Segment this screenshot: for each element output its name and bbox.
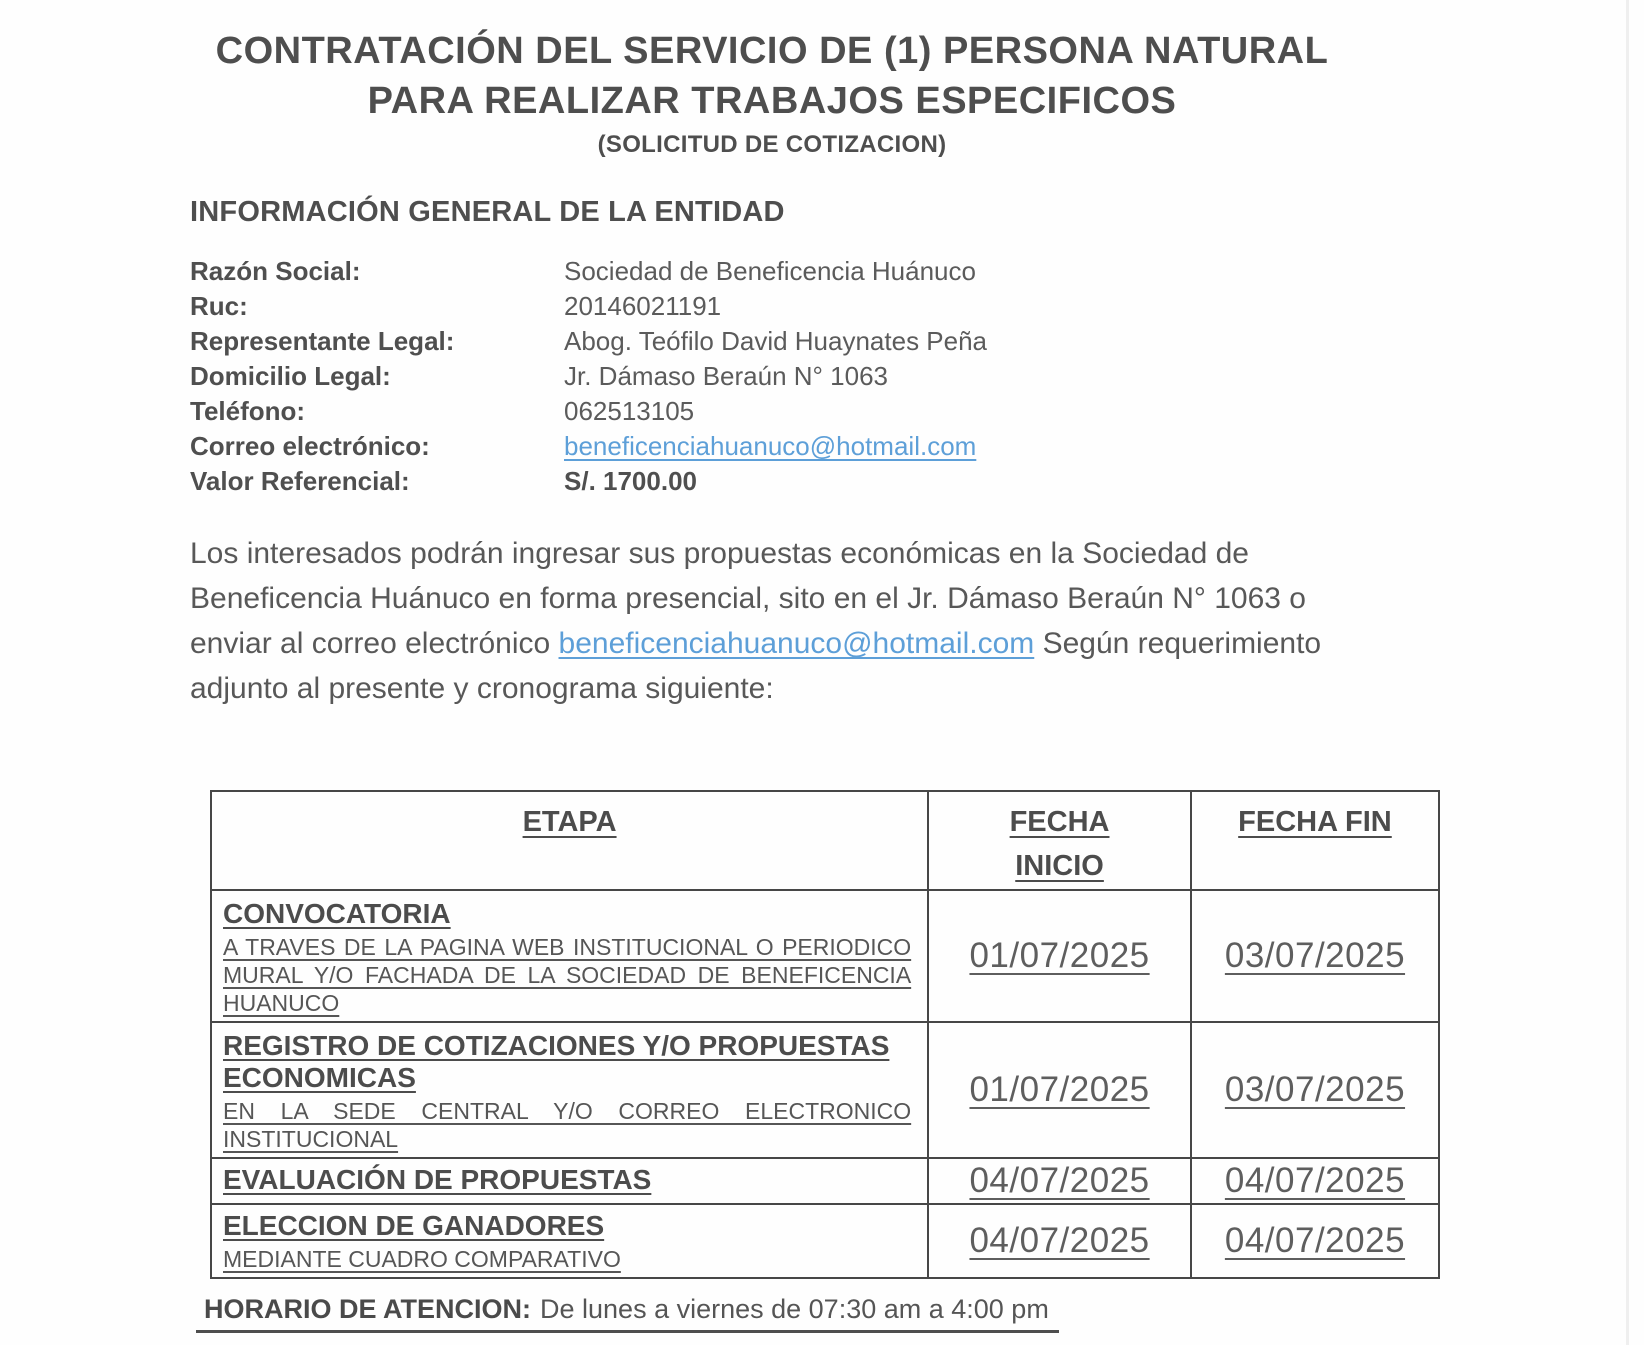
stage-cell [211, 890, 928, 1022]
field-value: S/. 1700.00 [564, 466, 697, 496]
end-date-cell: 03/07/2025 [1191, 890, 1439, 1022]
field-label: Teléfono: [190, 396, 306, 426]
table-row-eleccion-ganadores [211, 1204, 1439, 1278]
title-line-2: PARA REALIZAR TRABAJOS ESPECIFICOS [367, 80, 1177, 122]
column-header-fecha-fin: FECHA FIN [1191, 791, 1439, 890]
column-header-etapa: ETAPA [211, 791, 928, 890]
field-ruc [190, 291, 1370, 326]
table-header-row [211, 791, 1439, 890]
end-date-cell: 04/07/2025 [1191, 1158, 1439, 1204]
field-razon-social [190, 256, 1370, 291]
attention-hours-label: HORARIO DE ATENCION: [204, 1294, 531, 1324]
field-value: 20146021191 [564, 291, 722, 321]
field-label: Valor Referencial: [190, 466, 410, 496]
entity-email-link[interactable]: beneficenciahuanuco@hotmail.com [564, 431, 977, 461]
entity-info-list [190, 256, 1370, 501]
paragraph-text-after: Según requerimiento adjunto al presente y cronograma siguiente: [190, 627, 1322, 705]
title-line-1: CONTRATACIÓN DEL SERVICIO DE (1) PERSONA NATURAL [215, 30, 1329, 72]
field-representante-legal [190, 326, 1370, 361]
document-subtitle: (SOLICITUD DE COTIZACION) [597, 131, 947, 158]
attention-hours-line [196, 1294, 1059, 1333]
stage-description: A TRAVES DE LA PAGINA WEB INSTITUCIONAL O PERIODICO MURAL Y/O FACHADA DE LA SOCIEDAD DE BENEFICENCIA HUANUCO [223, 934, 912, 1016]
table-row-convocatoria [211, 890, 1439, 1022]
field-label: Domicilio Legal: [190, 361, 391, 391]
paragraph-email-link[interactable]: beneficenciahuanuco@hotmail.com [558, 627, 1035, 660]
scan-edge-artifact [1626, 0, 1629, 1345]
stage-description: EN LA SEDE CENTRAL Y/O CORREO ELECTRONICO INSTITUCIONAL [223, 1098, 912, 1152]
schedule-table [210, 790, 1440, 1279]
table-row-evaluacion-propuestas [211, 1158, 1439, 1204]
field-value: Abog. Teófilo David Huaynates Peña [564, 326, 988, 356]
field-correo-electronico [190, 431, 1370, 466]
section-heading-entity-info: INFORMACIÓN GENERAL DE LA ENTIDAD [190, 196, 785, 228]
field-label: Ruc: [190, 291, 248, 321]
document-title [0, 26, 1544, 159]
field-value: 062513105 [564, 396, 695, 426]
stage-title: REGISTRO DE COTIZACIONES Y/O PROPUESTAS ECONOMICAS [223, 1030, 890, 1093]
start-date-cell: 01/07/2025 [928, 890, 1191, 1022]
stage-cell [211, 1158, 928, 1204]
stage-description: MEDIANTE CUADRO COMPARATIVO [223, 1246, 621, 1272]
start-date-cell: 01/07/2025 [928, 1022, 1191, 1158]
attention-hours [196, 1294, 1059, 1333]
end-date-cell: 04/07/2025 [1191, 1204, 1439, 1278]
field-label: Razón Social: [190, 256, 361, 286]
attention-hours-text: De lunes a viernes de 07:30 am a 4:00 pm [540, 1294, 1049, 1324]
end-date-cell: 03/07/2025 [1191, 1022, 1439, 1158]
field-label: Correo electrónico: [190, 431, 430, 461]
field-valor-referencial [190, 466, 1370, 501]
start-date-cell: 04/07/2025 [928, 1158, 1191, 1204]
field-label: Representante Legal: [190, 326, 455, 356]
table-row-registro-cotizaciones [211, 1022, 1439, 1158]
stage-title: EVALUACIÓN DE PROPUESTAS [223, 1164, 652, 1195]
intro-paragraph [190, 531, 1350, 711]
start-date-cell: 04/07/2025 [928, 1204, 1191, 1278]
stage-cell [211, 1204, 928, 1278]
stage-title: CONVOCATORIA [223, 898, 451, 929]
field-value: Sociedad de Beneficencia Huánuco [564, 256, 976, 286]
stage-cell [211, 1022, 928, 1158]
field-value: Jr. Dámaso Beraún N° 1063 [564, 361, 889, 391]
stage-title: ELECCION DE GANADORES [223, 1210, 605, 1241]
field-domicilio-legal [190, 361, 1370, 396]
column-header-fecha-inicio: FECHA INICIO [928, 791, 1191, 890]
field-telefono [190, 396, 1370, 431]
paragraph-text-before: Los interesados podrán ingresar sus propuestas económicas en la Sociedad de Beneficencia Huánuco en forma presencial, sito en el Jr. Dámaso Beraún N° 1063 o enviar al correo electrónico [190, 537, 1306, 660]
